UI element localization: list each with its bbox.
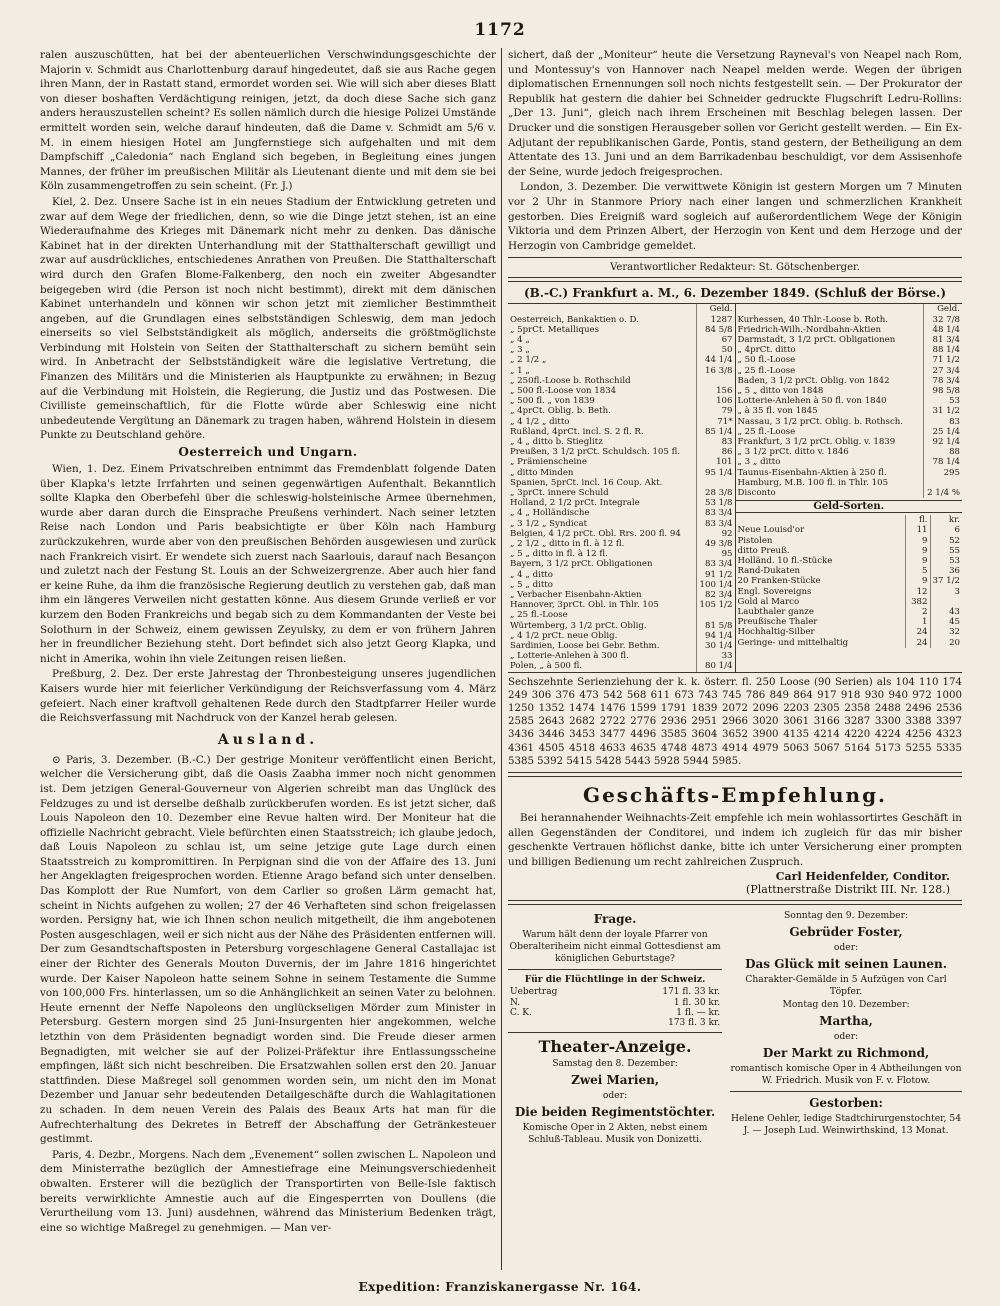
theater-desc-3: romantisch komische Oper in 4 Abtheilungen von W. Friedrich. Musik von F. v. Flotow.	[730, 1063, 962, 1087]
rate-value: 79	[696, 406, 735, 416]
rate-name: Belgien, 4 1/2 prCt. Obl. Rrs. 200 fl. 94	[510, 528, 681, 539]
coin-row	[736, 587, 963, 597]
exchange-title: (B.-C.) Frankfurt a. M., 6. Dezember 1849. (Schluß der Börse.)	[523, 286, 947, 301]
coin-kr: 32	[930, 627, 962, 637]
rate-name: „ ditto Minden	[510, 467, 574, 478]
coin-row	[736, 607, 963, 617]
ad-text: Bei herannahender Weihnachts-Zeit empfehle ich mein wohlassortirtes Geschäft in allen Gegenständen der Conditorei, und indem ich zugleich für das mir bisher geschenkte Vertrauen höflichst danke, bitte ich unter Versicherung einer prompten und billigen Bedienung um recht zahlreichen Zuspruch.	[508, 812, 962, 868]
rate-value: 82 3/4	[696, 590, 735, 600]
rate-value: 25 1/4	[924, 427, 963, 437]
rate-name: „ 5 „ ditto in fl. à 12 fl.	[510, 549, 608, 560]
rate-value: 32 7/8	[924, 315, 963, 325]
fund-label: Uebertrag	[510, 987, 558, 998]
rate-value: 28 3/8	[696, 488, 735, 498]
rate-name: Hamburg, M.B. 100 fl. in Thlr. 105	[737, 477, 889, 488]
rate-row	[508, 539, 735, 549]
rate-value: 85 1/4	[696, 427, 735, 437]
theater-or: oder:	[602, 1090, 628, 1102]
rate-name: „ 2 1/2 „ ditto in fl. à 12 fl.	[510, 538, 625, 549]
article-wien: Wien, 1. Dez. Einem Privatschreiben entnimmt das Fremdenblatt folgende Daten über Klapka's letzte Irrfahrten und seinen gegenwärtigen Aufenthalt. Bekanntlich sollte Klapka den Oberbefehl über die schleswig-holsteinische Armee übernehmen, wurde aber daran durch die Einsprache Preußens verhindert. Nach seiner letzten Reise nach London und Paris beabsichtigte er über Köln nach Hamburg zurückzukehren, wurde aber von den preußischen Behörden ausgewiesen und zurück nach Frankreich visirt. Er wendete sich zuerst nach Saarlouis, darauf nach Besançon und zuletzt nach der Festung St. Louis an der Schweizergrenze. Aber auch hier fand er keine Ruhe, da ihm die französische Regierung deutlich zu verstehen gab, daß man ihm ein längeres Verweilen nicht gestatten könne. Aus diesem Grunde verließ er vor kurzem den Boden Frankreichs und begab sich zu dem Kommandanten der Veste bei Solothurn in der Schweiz, einem gewissen Zeyulsky, zu dem er von frühern Jahren her in freundlicher Beziehung steht. Dort befindet sich also jetzt Georg Klapka, und nicht in Amerika, wohin ihn viele Zeitungen reisen ließen.	[40, 463, 496, 665]
rate-row	[736, 315, 963, 325]
rate-name: „ à 35 fl. von 1845	[737, 406, 818, 417]
serial-drawing	[508, 676, 962, 768]
rate-value	[696, 610, 735, 620]
rate-name: „ 25 fl.-Loose	[737, 426, 796, 437]
divider	[730, 1091, 962, 1092]
rate-value	[696, 478, 735, 488]
rate-row	[508, 406, 735, 416]
rate-value: 92	[696, 529, 735, 539]
coin-fl: 5	[905, 566, 930, 576]
rate-name: „ 3 1/2 „ Syndicat	[510, 518, 588, 529]
theater-play-1-subtitle: Die beiden Regimentstöchter.	[514, 1105, 716, 1120]
rate-row	[508, 335, 735, 345]
divider	[508, 257, 962, 258]
theater-date-3: Montag den 10. Dezember:	[782, 999, 910, 1011]
rate-value: 95 1/4	[696, 468, 735, 478]
bottom-notices	[508, 909, 962, 1147]
fund-table	[508, 987, 722, 1028]
section-heading-oesterreich: Oesterreich und Ungarn.	[178, 445, 358, 460]
theater-desc-1: Komische Oper in 2 Akten, nebst einem Schluß-Tableau. Musik von Donizetti.	[522, 1122, 708, 1146]
fund-row	[508, 998, 722, 1008]
rate-value: 67	[696, 335, 735, 345]
rate-name: Sardinien, Loose bei Gebr. Bethm.	[510, 641, 660, 652]
ad-address: (Plattnerstraße Distrikt III. Nr. 128.)	[746, 883, 950, 897]
rate-value: 33	[696, 651, 735, 661]
exchange-rates	[508, 303, 962, 672]
coin-name: Laubthaler ganze	[737, 607, 814, 617]
rate-name: Taunus-Eisenbahn-Aktien à 250 fl.	[737, 467, 887, 478]
rate-row	[736, 427, 963, 437]
rate-row	[508, 427, 735, 437]
coin-fl: 2	[905, 607, 930, 617]
rate-row	[508, 549, 735, 559]
fund-label: C. K.	[510, 1007, 532, 1018]
rate-name: Baden, 3 1/2 prCt. Oblig. von 1842	[737, 375, 890, 386]
rate-row	[508, 570, 735, 580]
divider	[508, 277, 962, 282]
rate-value: 100 1/4	[696, 580, 735, 590]
rate-value: 53	[924, 396, 963, 406]
coin-kr	[930, 597, 962, 607]
coin-name: Pistolen	[737, 535, 773, 546]
article-text: ralen auszuschütten, hat bei der abenteuerlichen Verschwindungsgeschichte der Majorin v. Schmidt aus Charlottenburg darauf hingedeutet, daß sie aus Rache gegen ihren Mann, der in Rastatt stand, ermordet worden sei. Wie will sich aber dieses Blatt von dieser boshaften Verdächtigung reinigen, jetzt, da doch diese Sache sich ganz anders herauszustellen scheint? Es sollen nämlich durch die hiesige Polizei Umstände ermittelt worden sein, welche darauf hindeuten, daß die Dame v. Schmidt am 5/6 v. M. in einem hiesigen Hotel am Jungfernstiege sich aufgehalten und mit dem Dampfschiff „Caledonia“ nach England sich begeben, in Begleitung eines jungen Mannes, der früher im preußischen Militär als Lieutenant diente und mit dem sie bei Köln zusammengetroffen zu sein scheint. (Fr. J.)	[40, 49, 496, 193]
rate-value: 92 1/4	[924, 437, 963, 447]
rate-name: „ 5 „ ditto	[510, 579, 553, 590]
coin-name: Preußische Thaler	[737, 617, 818, 628]
coins-header-row	[736, 515, 963, 525]
coin-fl: 11	[905, 525, 930, 535]
fund-amount: 171 fl. 33 kr.	[662, 987, 721, 998]
rate-row	[508, 498, 735, 508]
rate-row	[508, 417, 735, 427]
rate-value: 30 1/4	[696, 641, 735, 651]
rate-row	[508, 376, 735, 386]
rate-value: 49 3/8	[696, 539, 735, 549]
rate-value: 86	[696, 447, 735, 457]
rate-name: Kurhessen, 40 Thlr.-Loose b. Roth.	[737, 314, 888, 325]
theater-play-2: Gebrüder Foster,	[789, 925, 903, 940]
coin-kr: 52	[930, 536, 962, 546]
theater-play-3-subtitle: Der Markt zu Richmond,	[762, 1046, 930, 1061]
rate-value: 94 1/4	[696, 631, 735, 641]
rate-value: 83 3/4	[696, 508, 735, 518]
rate-value: 91 1/2	[696, 570, 735, 580]
coin-kr: 45	[930, 617, 962, 627]
rate-name: Preußen, 3 1/2 prCt. Schuldsch. 105 fl.	[510, 447, 681, 458]
rate-row	[508, 355, 735, 365]
rate-name: „ 4prCt. ditto	[737, 345, 796, 356]
rate-row	[736, 437, 963, 447]
rate-name: Spanien, 5prCt. incl. 16 Coup. Akt.	[510, 477, 663, 488]
rate-value: 83 3/4	[696, 519, 735, 529]
theater-date-1: Samstag den 8. Dezember:	[552, 1058, 678, 1070]
rates-header-empty	[508, 304, 696, 314]
coins-title: Geld-Sorten.	[736, 500, 963, 513]
rate-name: „ 4prCt. Oblig. b. Beth.	[510, 406, 611, 417]
rate-row	[508, 610, 735, 620]
rate-name: „ 1 „	[510, 365, 530, 376]
rate-value: 98 5/8	[924, 386, 963, 396]
rate-row	[736, 406, 963, 416]
coin-fl: 12	[905, 587, 930, 597]
fund-amount: 1 fl. — kr.	[676, 1007, 721, 1018]
coin-row	[736, 576, 963, 586]
rate-value: 1287	[696, 315, 735, 325]
rate-row	[736, 478, 963, 488]
fund-amount: 1 fl. 30 kr.	[673, 997, 721, 1008]
coin-name: Gold al Marco	[737, 596, 800, 607]
rate-name: „ 4 „ ditto b. Stieglitz	[510, 436, 603, 447]
rate-name: „ 250fl.-Loose b. Rothschild	[510, 375, 631, 386]
rate-row	[508, 315, 735, 325]
ad-title: Geschäfts-Empfehlung.	[582, 783, 888, 808]
rate-row	[736, 325, 963, 335]
theater-date-2: Sonntag den 9. Dezember:	[784, 910, 909, 922]
rate-row	[508, 651, 735, 661]
rate-name: Oesterreich, Bankaktien o. D.	[510, 314, 639, 325]
rate-row	[736, 468, 963, 478]
rate-name: Holland, 2 1/2 prCt. Integrale	[510, 498, 640, 509]
rate-row	[736, 488, 963, 498]
rate-name: „ 25 fl.-Loose	[510, 610, 568, 621]
rate-row	[508, 386, 735, 396]
rate-name: „ Lotterie-Anlehen à 300 fl.	[510, 651, 629, 662]
coin-row	[736, 627, 963, 637]
rate-name: Hannover, 3prCt. Obl. in Thlr. 105	[510, 600, 659, 611]
coin-fl: 9	[905, 576, 930, 586]
rates-table-left	[508, 304, 735, 671]
rate-row	[508, 468, 735, 478]
rate-row	[508, 366, 735, 376]
column-divider	[501, 48, 502, 1270]
coin-row	[736, 546, 963, 556]
serial-numbers: 104 110 174 249 306 376 473 542 568 611 673 743 745 786 849 864 917 918 930 940 972 1000 1250 1352 1474 1476 1599 1791 1839 2072 2096 2203 2305 2358 2488 2496 2536 2585 2643 2682 2722 2776 2936 2951 2966 3020 3061 3166 3287 3300 3388 3397 3436 3446 3453 3477 4496 3585 3604 3652 3900 4135 4214 4220 4224 4256 4323 4361 4505 4518 4633 4635 4748 4873 4914 4979 5063 5067 5164 5173 5255 5335 5385 5392 5415 5428 5443 5928 5944 5985.	[508, 676, 962, 767]
rate-value: 106	[696, 396, 735, 406]
rate-value: 84 5/8	[696, 325, 735, 335]
rate-name: „ 25 fl.-Loose	[737, 365, 796, 376]
coin-kr: 53	[930, 556, 962, 566]
rate-name: „ 4 „	[510, 334, 530, 345]
article-london: London, 3. Dezember. Die verwittwete Königin ist gestern Morgen um 7 Minuten vor 2 Uhr in Stanmore Priory nach einer langen und schmerzlichen Krankheit gestorben. Dies Ereigniß ward sogleich auf außerordentlichem Wege der Königin Viktoria und dem Prinzen Albert, der Herzogin von Kent und dem Herzoge und der Herzogin von Cambridge gemeldet.	[508, 181, 962, 252]
theater-play-2-subtitle: Das Glück mit seinen Launen.	[745, 957, 947, 972]
rate-name: „ 4 „ ditto	[510, 569, 553, 580]
rate-name: Disconto	[737, 487, 776, 498]
rate-row	[508, 519, 735, 529]
theater-play-3: Martha,	[819, 1014, 873, 1029]
rates-header-empty	[736, 304, 924, 314]
rate-name: Rußland, 4prCt. incl. S. 2 fl. R.	[510, 426, 644, 437]
rate-row	[508, 580, 735, 590]
rate-value: 156	[696, 386, 735, 396]
rate-row	[508, 559, 735, 569]
rate-value: 44 1/4	[696, 355, 735, 365]
coin-fl: 24	[905, 638, 930, 648]
died-text: Helene Oehler, ledige Stadtchirurgenstochter, 54 J. — Joseph Lud. Weinwirthskind, 13 Monat.	[731, 1113, 962, 1137]
rate-row	[736, 355, 963, 365]
rate-name: „ 500 fl. „ von 1839	[510, 396, 595, 407]
rate-value: 88	[924, 447, 963, 457]
rate-value: 53 1/8	[696, 498, 735, 508]
coin-kr: 43	[930, 607, 962, 617]
rate-value: 48 1/4	[924, 325, 963, 335]
rate-name: „ 500 fl.-Loose von 1834	[510, 385, 617, 396]
divider	[508, 969, 722, 970]
rate-value: 105 1/2	[696, 600, 735, 610]
coin-row	[736, 638, 963, 648]
coin-fl: 9	[905, 546, 930, 556]
rate-value: 16 3/8	[696, 366, 735, 376]
footer-expedition: Expedition: Franziskanergasse Nr. 164.	[358, 1280, 642, 1294]
rate-row	[508, 437, 735, 447]
rate-name: „ 50 fl.-Loose	[737, 355, 796, 366]
coin-fl: 382	[905, 597, 930, 607]
rate-value: 78 3/4	[924, 376, 963, 386]
coins-header-kr: kr.	[930, 515, 962, 525]
fund-label: N.	[510, 997, 521, 1008]
theater-play-1: Zwei Marien,	[571, 1073, 659, 1088]
rate-name: Polen, „ à 500 fl.	[510, 661, 583, 672]
divider	[508, 772, 962, 777]
rate-name: „ 2 1/2 „	[510, 355, 547, 366]
rate-value: 101	[696, 457, 735, 467]
coin-kr: 36	[930, 566, 962, 576]
coin-kr: 3	[930, 587, 962, 597]
rate-value	[924, 478, 963, 488]
article-pressburg: Preßburg, 2. Dez. Der erste Jahrestag der Thronbesteigung unseres jugendlichen Kaisers wurde hier mit feierlicher Verkündigung der Reichsverfassung vom 4. März gefeiert. Nach einer kraftvoll gehaltenen Rede durch den Stadtpfarrer Heiler wurde die Reichsverfassung mit Nachdruck von der Kanzel herab gelesen.	[40, 668, 496, 725]
serial-title: Sechszehnte Serienziehung der k. k. österr. fl. 250 Loose (90 Serien) als	[508, 676, 892, 688]
rate-name: „ 4 1/2 prCt. neue Oblig.	[510, 630, 618, 641]
rate-row	[508, 478, 735, 488]
rate-row	[508, 590, 735, 600]
rate-name: „ 5prCt. Metalliques	[510, 324, 599, 335]
coin-name: ditto Preuß.	[737, 545, 790, 556]
coin-row	[736, 617, 963, 627]
rates-table-right	[736, 304, 963, 498]
article-text: sichert, daß der „Moniteur“ heute die Versetzung Rayneval's von Neapel nach Rom, und Montessuy's von Hannover nach Neapel melden werde. Wegen der übrigen diplomatischen Ernennungen soll noch nichts festgestellt sein. — Der Prokurator der Republik hat gestern die dahier bei Schneider gedruckte Flugschrift Ledru-Rollins: „Der 13. Juni“, gleich nach ihrem Erscheinen mit Beschlag belegen lassen. Der Drucker und die sonstigen Herausgeber sollen vor Gericht gestellt werden. — Ein Ex-Adjutant der republikanischen Garde, Pontis, stand gestern, der Betheiligung an dem Attentate des 13. Juni und an dem Barrikadenbau beschuldigt, vor dem Assisenhofe der Seine, wurde jedoch freigesprochen.	[508, 49, 962, 178]
coin-row	[736, 536, 963, 546]
rate-name: Darmstadt, 3 1/2 prCt. Obligationen	[737, 334, 896, 345]
rate-value: 80 1/4	[696, 661, 735, 671]
rate-row	[508, 621, 735, 631]
coin-kr: 55	[930, 546, 962, 556]
rate-row	[736, 457, 963, 467]
theater-or: oder:	[833, 942, 859, 954]
rates-header-row	[508, 304, 735, 314]
fund-row	[508, 1008, 722, 1018]
rate-row	[508, 345, 735, 355]
rate-name: „ Prämienscheine	[510, 457, 587, 468]
left-column	[40, 48, 496, 1270]
rate-value: 295	[924, 468, 963, 478]
coin-name: 20 Franken-Stücke	[737, 576, 821, 587]
rate-value: 83	[924, 417, 963, 427]
coins-table	[736, 515, 963, 648]
coin-row	[736, 597, 963, 607]
coin-fl: 9	[905, 556, 930, 566]
rate-value: 31 1/2	[924, 406, 963, 416]
coin-name: Holländ. 10 fl.-Stücke	[737, 555, 833, 566]
rate-name: „ 4 „ Holländische	[510, 508, 590, 519]
rate-row	[508, 631, 735, 641]
coin-row	[736, 525, 963, 535]
rate-value: 81 3/4	[924, 335, 963, 345]
article-kiel: Kiel, 2. Dez. Unsere Sache ist in ein neues Stadium der Entwicklung getreten und zwar auf dem Wege der friedlichen, denn, so wie die Dinge jetzt stehen, ist an eine Wiederaufnahme des Krieges mit Dänemark nicht mehr zu denken. Das dänische Kabinet hat in der direkten Unterhandlung mit der Statthalterschaft gewilligt und zwar auf ausdrückliches, entschiedenes Anrathen von Preußen. Die Statthalterschaft wird durch den Grafen Blome-Falkenberg, den noch ein zweiter Abgesandter beigegeben wird (die Person ist noch nicht bestimmt), direkt mit dem dänischen Kabinet unterhandeln und können wir schon jetzt mit ziemlicher Bestimmtheit angeben, auf die Grundlagen eines selbstständigen Schleswig, dem man jedoch einerseits so viel Selbstständigkeit als möglich, anderseits die größtmöglichste Verbindung mit Holstein von Seiten der Statthalterschaft zu sichern bemüht sein wird. In Anbetracht der Selbstständigkeit wäre die legislative Vertretung, die Finanzen des Militärs und die Ministerien als Hauptpunkte zu erwähnen; in Bezug auf die Verbindung mit Holstein, die Regierung, die Justiz und das Postwesen. Die Civilliste gemeinschaftlich, für die Flotte würde aber Schleswig eine nicht unbedeutende Vergütung an Dänemark zu tragen haben, während Holstein in diesem Punkte zu Deutschland gehöre.	[40, 195, 496, 442]
rate-value: 50	[696, 345, 735, 355]
rate-row	[508, 457, 735, 467]
rate-row	[508, 325, 735, 335]
rate-row	[736, 335, 963, 345]
coin-fl: 1	[905, 617, 930, 627]
rate-row	[508, 447, 735, 457]
coin-fl: 9	[905, 536, 930, 546]
rates-header-geld: Geld.	[696, 304, 735, 314]
rate-name: Frankfurt, 3 1/2 prCt. Oblig. v. 1839	[737, 436, 896, 447]
rate-name: „ 4 1/2 „ ditto	[510, 416, 570, 427]
rate-name: „ 3prCt. innere Schuld	[510, 487, 609, 498]
rate-value: 83	[696, 437, 735, 447]
rate-value	[696, 376, 735, 386]
rate-row	[508, 661, 735, 671]
coin-name: Rand-Dukaten	[737, 566, 801, 577]
divider	[508, 900, 962, 905]
rate-value: 78 1/4	[924, 457, 963, 467]
article-paris-2: Paris, 4. Dezbr., Morgens. Nach dem „Evenement“ sollen zwischen L. Napoleon und dem Ministerrathe bezüglich der Amnestiefrage eine Meinungsverschiedenheit obwalten. Ersterer will die bezüglich der Transportirten von Belle-Isle faktisch bereits verwirklichte Amnestie auch auf die Eingesperrten von Doullens (die Verurtheilung vom 13. Juni) ausdehnen, während das Ministerium Bedenken trägt, eine so wichtige Maßregel zu genehmigen. — Man ver-	[40, 1148, 496, 1234]
rate-value: 95	[696, 549, 735, 559]
rate-row	[736, 396, 963, 406]
rate-name: „ Verbacher Eisenbahn-Aktien	[510, 590, 642, 600]
article-paris-1: ⊙ Paris, 3. Dezember. (B.-C.) Der gestrige Moniteur veröffentlicht einen Bericht, welcher die Versicherung gibt, daß die Oasis Zaabha immer noch nicht genommen ist. Dem jetzigen General-Gouverneur von Algerien schreibt man das Unglück des Feldzuges zu und ist derselbe deßhalb zurückberufen worden. Es ist jetzt sicher, daß Louis Napoleon den 10. Dezember eine Revue halten wird. Der Moniteur hat die offizielle Nachricht gebracht. Viele befürchten einen Staatsstreich; ich glaube jedoch, daß Louis Napoleon zu schlau ist, um seine jetzige gute Lage durch einen Staatsstreich zu kompromittiren. In Perpignan sind die von der Affaire des 13. Juni her Angeklagten freigesprochen worden. Etienne Arago befand sich unter denselben. Das Komplott der Rue Numfort, von dem Carlier so großen Lärm gemacht hat, scheint in Nichts aufgehen zu wollen; 27 der 46 Verhafteten sind schon freigelassen worden. Persigny hat, wie ich Ihnen schon neulich mitgetheilt, die ihm angebotenen Posten ausgeschlagen, weil er sich nicht aus der Nähe des Präsidenten entfernen will. Der zum Gesandtschaftsposten in Petersburg vorgeschlagene General Castallajac ist einer der Richter des Generals Mouton Duvernis, der im Jahre 1816 hingerichtet wurde. Der Kaiser Napoleon hatte seinem Sohne in seinem Testamente die Summe von 100,000 Frs. hinterlassen, um so die Anhänglichkeit an seinen Vater zu belohnen. Heute ernennt der Neffe Napoleons den unglückseligen Mörder zum Minister in Petersburg. Gestern morgen sind 25 Juni-Insurgenten hier angekommen, welche letzthin von dem Präsidenten begnadigt worden sind. Die Freude dieser armen Begnadigten, mit welcher sie auf der Polizei-Präfektur ihre Entlassungsscheine empfingen, läßt sich nicht beschreiben. Die Ersatzwahlen sollen erst den 20. Januar stattfinden. Diese Maßregel soll genommen worden sein, um nicht den im Monat Dezember und Januar sehr bedeutenden Detailgeschäfte durch die Wahlagitationen zu schaden. In dem neuen Verein des Palais des Beaux Arts hat man für die Aufrechterhaltung des Dekretes in Betreff der Abschaffung der Getränkesteuer gestimmt.	[40, 753, 496, 1146]
rate-value: 71 1/2	[924, 355, 963, 365]
rate-name: Bayern, 3 1/2 prCt. Obligationen	[510, 559, 653, 570]
rate-name: Lotterie-Anlehen à 50 fl. von 1840	[737, 396, 887, 407]
rate-row	[736, 386, 963, 396]
rate-value: 88 1/4	[924, 345, 963, 355]
rate-name: „ 3 „	[510, 345, 530, 356]
rate-value: 83 3/4	[696, 559, 735, 569]
coins-header-empty	[736, 515, 906, 525]
coin-kr: 6	[930, 525, 962, 535]
fund-amount: 173 fl. 3 kr.	[668, 1018, 721, 1029]
frage-text: Warum hält denn der loyale Pfarrer von Oberalteriheim nicht einmal Gottesdienst am königlichen Geburtstage?	[509, 929, 721, 965]
coin-kr: 20	[930, 638, 962, 648]
theater-desc-2: Charakter-Gemälde in 5 Aufzügen von Carl Töpfer.	[745, 974, 947, 998]
rate-value: 71*	[696, 417, 735, 427]
fund-label	[508, 1018, 605, 1028]
editor-line: Verantwortlicher Redakteur: St. Götschenberger.	[610, 262, 860, 274]
coin-name: Geringe- und mittelhaltig	[737, 637, 849, 648]
coin-name: Engl. Sovereigns	[737, 586, 812, 597]
rate-row	[736, 417, 963, 427]
rate-name: „ 5 „ ditto von 1848	[737, 385, 824, 396]
fund-title: Für die Flüchtlinge in der Schweiz.	[524, 974, 706, 986]
section-heading-ausland: Ausland.	[217, 731, 319, 748]
coin-name: Hochhaltig-Silber	[737, 627, 815, 638]
theater-title: Theater-Anzeige.	[538, 1037, 692, 1057]
rate-name: Friedrich-Wilh.-Nordbahn-Aktien	[737, 324, 882, 335]
rate-row	[736, 447, 963, 457]
rate-row	[508, 529, 735, 539]
coin-fl: 24	[905, 627, 930, 637]
rate-value: 2 1/4 %	[924, 488, 963, 498]
rate-row	[508, 508, 735, 518]
rate-row	[508, 396, 735, 406]
frage-title: Frage.	[593, 912, 637, 927]
fund-row	[508, 1018, 722, 1028]
rate-name: Nassau, 3 1/2 prCt. Oblig. b. Rothsch.	[737, 416, 904, 427]
rate-row	[508, 641, 735, 651]
rate-name: „ 3 „ ditto	[737, 457, 781, 468]
rate-value: 27 3/4	[924, 366, 963, 376]
died-title: Gestorben:	[809, 1096, 883, 1111]
rate-row	[508, 600, 735, 610]
page-number: 1172	[474, 20, 526, 40]
coin-kr: 37 1/2	[930, 576, 962, 586]
fund-row	[508, 987, 722, 997]
divider	[508, 1032, 722, 1033]
rate-row	[736, 366, 963, 376]
theater-or: oder:	[833, 1031, 859, 1043]
rate-row	[736, 376, 963, 386]
coin-row	[736, 566, 963, 576]
coin-name: Neue Louisd'or	[737, 525, 805, 536]
right-column	[508, 48, 962, 1270]
rates-header-geld: Geld.	[924, 304, 963, 314]
rate-value: 81 5/8	[696, 621, 735, 631]
rate-name: „ 3 1/2 prCt. ditto v. 1846	[737, 447, 849, 458]
ad-signature: Carl Heidenfelder, Conditor.	[775, 870, 950, 884]
rate-name: Würtemberg, 3 1/2 prCt. Oblig.	[510, 620, 647, 631]
coin-row	[736, 556, 963, 566]
rate-row	[508, 488, 735, 498]
rates-header-row	[736, 304, 963, 314]
coins-header-fl: fl.	[905, 515, 930, 525]
rate-row	[736, 345, 963, 355]
